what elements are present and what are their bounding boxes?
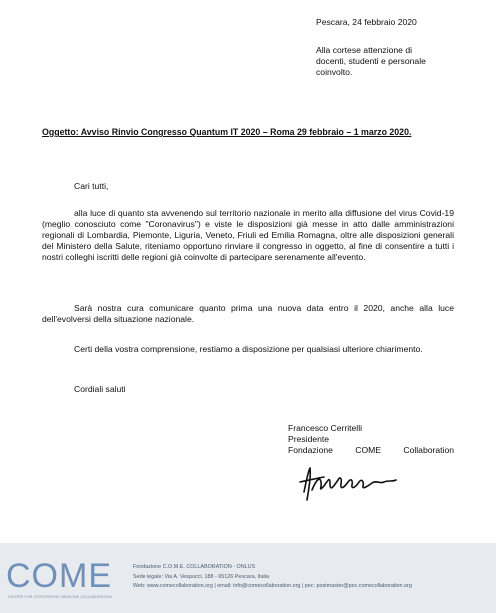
- subject-line: Oggetto: Avviso Rinvio Congresso Quantum IT 2020 – Roma 29 febbraio – 1 marzo 2020.: [42, 127, 412, 137]
- addressee-block: [316, 45, 454, 78]
- closing-text: Cordiali saluti: [74, 384, 126, 394]
- greeting-text: Cari tutti,: [74, 181, 109, 191]
- logo-wordmark: COME: [6, 557, 112, 595]
- footer-org-name: Fondazione C.O.M.E. COLLABORATION - ONLUS: [133, 564, 256, 570]
- org-word: Fondazione: [288, 445, 333, 455]
- footer-contacts: Web: www.comecollaboration.org | email: info@comecollaboration.org | pec: postmaster@pec.comecollaboration.org: [133, 583, 412, 590]
- addressee-line: coinvolto.: [316, 67, 353, 77]
- greeting: [42, 181, 454, 192]
- paragraph-text: Sarà nostra cura comunicare quanto prima una nuova data entro il 2020, anche alla luce dell'evolversi della situazione nazionale.: [42, 303, 454, 324]
- body-paragraph: [42, 344, 454, 355]
- letterhead-footer: [0, 543, 496, 613]
- addressee-line: Alla cortese attenzione di: [316, 45, 413, 55]
- logo-tagline: CENTER FOR OSTEOPATHIC MEDICINE COLLABORATION: [8, 595, 112, 599]
- signer-role: Presidente: [288, 434, 330, 444]
- handwritten-signature: [296, 462, 406, 504]
- org-word: COME: [355, 445, 382, 455]
- signer-organization: [288, 445, 454, 456]
- footer-address: Sede legale: Via A. Vespucci, 188 - 65126 Pescara, Italia: [133, 573, 269, 580]
- paragraph-text: Certi della vostra comprensione, restiamo a disposizione per qualsiasi ulteriore chiarimento.: [74, 344, 423, 354]
- paragraph-text: alla luce di quanto sta avvenendo sul territorio nazionale in merito alla diffusione del virus Covid-19 (meglio conosciuto come "Coronavirus") e viste le disposizioni già messe in atto dalle amministrazioni regionali di Lombardia, Piemonte, Liguria, Veneto, Friuli ed Emilia Romagna, oltre alle disposizioni generali del Ministero della Salute, riteniamo opportuno rinviare il congresso in oggetto, al fine di consentire a tutti i nostri colleghi iscritti delle regioni già coinvolte di partecipare serenamente all'evento.: [42, 208, 454, 262]
- signer-block: [288, 423, 454, 456]
- org-word: Collaboration: [403, 445, 454, 455]
- come-logo: [6, 558, 126, 606]
- date-line: Pescara, 24 febbraio 2020: [316, 17, 417, 27]
- signer-name: Francesco Cerritelli: [288, 423, 363, 433]
- closing: [42, 384, 454, 395]
- body-paragraph: [42, 303, 454, 325]
- body-paragraph: [42, 208, 454, 263]
- addressee-line: docenti, studenti e personale: [316, 56, 426, 66]
- footer-contact-info: [133, 563, 412, 592]
